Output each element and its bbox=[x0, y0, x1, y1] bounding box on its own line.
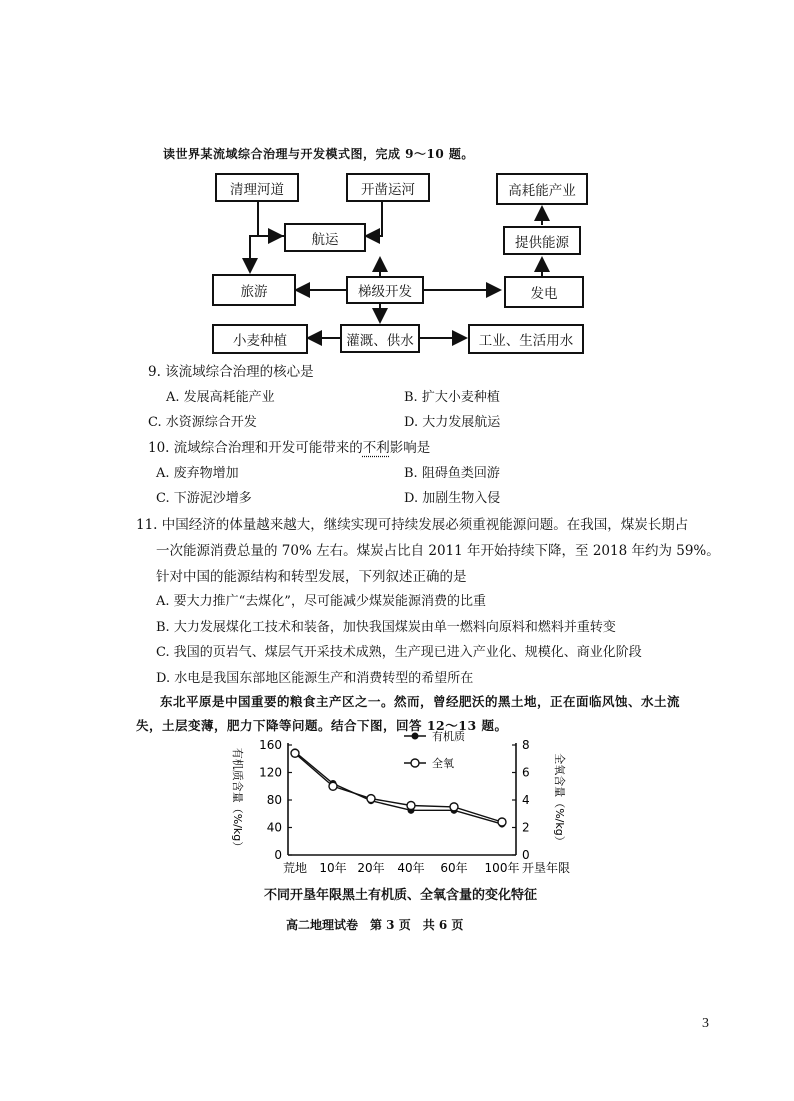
chart-caption: 不同开垦年限黑土有机质、全氧含量的变化特征 bbox=[264, 888, 538, 903]
arrow-canal-to-shipping bbox=[366, 202, 382, 236]
node-cascade-development: 梯级开发 bbox=[346, 276, 424, 304]
right-axis-label: 全氧含量（%/kg） bbox=[553, 753, 566, 847]
node-high-energy-industry: 高耗能产业 bbox=[496, 173, 588, 205]
data-point-open bbox=[498, 818, 506, 826]
question-9-option-d[interactable]: D. 大力发展航运 bbox=[404, 415, 501, 430]
question-10-option-a[interactable]: A. 废弃物增加 bbox=[156, 466, 239, 481]
question-10-option-b[interactable]: B. 阻碍鱼类回游 bbox=[404, 466, 500, 481]
x-tick-label: 10年 bbox=[319, 861, 347, 875]
node-industrial-domestic-water: 工业、生活用水 bbox=[468, 324, 584, 354]
question-9-option-b[interactable]: B. 扩大小麦种植 bbox=[404, 390, 500, 405]
series-line bbox=[295, 752, 502, 824]
node-power-generation: 发电 bbox=[504, 276, 584, 308]
node-wheat-planting: 小麦种植 bbox=[212, 324, 308, 354]
page-footer: 高二地理试卷 第 3 页 共 6 页 bbox=[286, 918, 464, 932]
node-clean-river: 清理河道 bbox=[215, 173, 299, 202]
data-point-open bbox=[450, 803, 458, 811]
question-10-stem-emphasis: 不利 bbox=[362, 440, 390, 456]
x-tick-label: 60年 bbox=[440, 861, 468, 875]
node-shipping: 航运 bbox=[284, 223, 366, 252]
right-tick-label: 4 bbox=[522, 793, 530, 807]
right-tick-label: 0 bbox=[522, 848, 530, 862]
left-tick-label: 40 bbox=[266, 820, 282, 835]
arrow-shipping-to-tourism bbox=[250, 236, 284, 272]
node-dig-canal: 开凿运河 bbox=[346, 173, 430, 202]
question-10-stem bbox=[148, 436, 430, 456]
page-number: 3 bbox=[702, 1016, 709, 1031]
left-tick-label: 0 bbox=[274, 848, 282, 862]
left-tick-label: 160 bbox=[259, 738, 282, 752]
node-tourism: 旅游 bbox=[212, 274, 296, 306]
left-tick-label: 80 bbox=[266, 793, 282, 807]
legend-label: 有机质 bbox=[432, 730, 465, 743]
x-axis-end-label: 开垦年限 bbox=[522, 861, 571, 875]
question-11-line-2: 一次能源消费总量的 70% 左右。煤炭占比自 2011 年开始持续下降，至 2018 年约为 59%。 bbox=[156, 543, 720, 559]
x-tick-label: 40年 bbox=[397, 861, 425, 875]
x-tick-label: 100年 bbox=[484, 861, 520, 875]
question-11-option-c[interactable]: C. 我国的页岩气、煤层气开采技术成熟，生产现已进入产业化、规模化、商业化阶段 bbox=[156, 645, 642, 660]
right-tick-label: 6 bbox=[522, 765, 530, 780]
legend-label: 全氧 bbox=[432, 757, 454, 770]
legend-marker-open bbox=[411, 759, 419, 767]
data-point-open bbox=[367, 795, 375, 803]
question-11-line-3: 针对中国的能源结构和转型发展，下列叙述正确的是 bbox=[156, 569, 467, 585]
diagram-intro: 读世界某流域综合治理与开发模式图，完成 9～10 题。 bbox=[163, 147, 474, 161]
data-point-open bbox=[329, 782, 337, 790]
left-tick-label: 120 bbox=[259, 765, 282, 780]
question-11-option-b[interactable]: B. 大力发展煤化工技术和装备，加快我国煤炭由单一燃料向原料和燃料并重转变 bbox=[156, 620, 616, 635]
question-9-option-a[interactable]: A. 发展高耗能产业 bbox=[166, 390, 275, 405]
series-line bbox=[295, 753, 502, 822]
question-11-option-a[interactable]: A. 要大力推广“去煤化”，尽可能减少煤炭能源消费的比重 bbox=[156, 594, 486, 609]
right-tick-label: 2 bbox=[522, 820, 530, 835]
x-tick-label: 20年 bbox=[357, 861, 385, 875]
node-irrigation: 灌溉、供水 bbox=[340, 324, 420, 353]
data-point-open bbox=[291, 749, 299, 757]
arrow-clean-to-shipping bbox=[258, 202, 282, 236]
question-10-option-d[interactable]: D. 加剧生物入侵 bbox=[404, 491, 501, 506]
right-tick-label: 8 bbox=[522, 738, 530, 752]
question-10-stem-post: 影响是 bbox=[389, 440, 431, 456]
question-9-stem: 9. 该流域综合治理的核心是 bbox=[148, 364, 314, 380]
chart-intro-line-1: 东北平原是中国重要的粮食主产区之一。然而，曾经肥沃的黑土地，正在面临风蚀、水土流 bbox=[160, 694, 681, 709]
soil-chart bbox=[220, 730, 580, 910]
question-10-stem-pre: 10. 流域综合治理和开发可能带来的 bbox=[148, 440, 363, 456]
x-tick-label: 荒地 bbox=[282, 861, 308, 875]
node-supply-energy: 提供能源 bbox=[503, 226, 581, 255]
chart-intro-line-2: 失，土层变薄，肥力下降等问题。结合下图，回答 12～13 题。 bbox=[136, 718, 508, 733]
data-point-open bbox=[407, 802, 415, 810]
legend-marker-filled bbox=[412, 733, 419, 740]
question-9-option-c[interactable]: C. 水资源综合开发 bbox=[148, 415, 257, 430]
question-10-option-c[interactable]: C. 下游泥沙增多 bbox=[156, 491, 252, 506]
question-11-option-d[interactable]: D. 水电是我国东部地区能源生产和消费转型的希望所在 bbox=[156, 671, 474, 686]
question-11-line-1: 11. 中国经济的体量越来越大，继续实现可持续发展必须重视能源问题。在我国，煤炭长期占 bbox=[136, 517, 689, 533]
left-axis-label: 有机质含量（%/kg） bbox=[231, 747, 244, 853]
